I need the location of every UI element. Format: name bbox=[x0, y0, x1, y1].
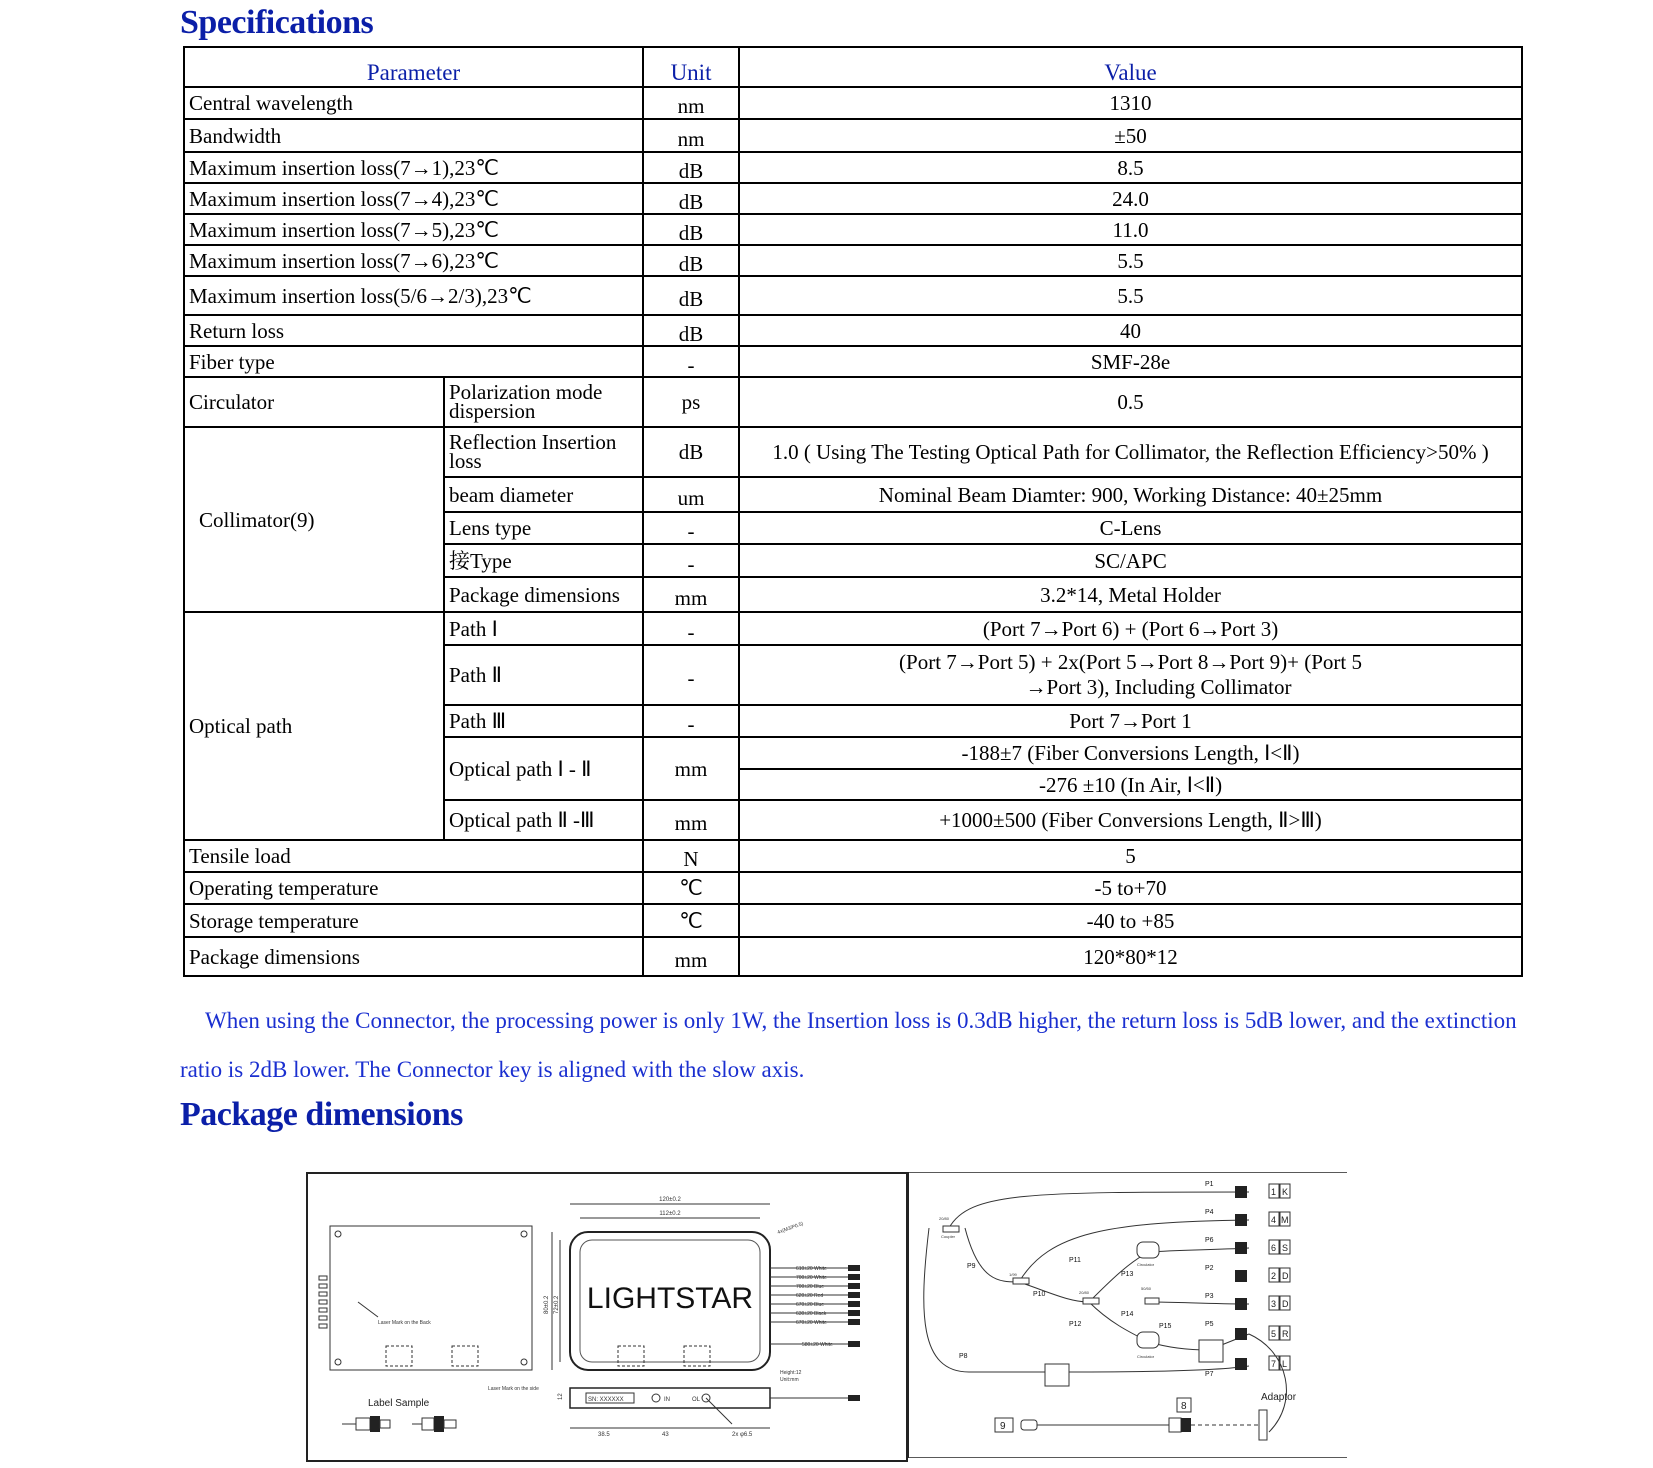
unit-cell: ℃ bbox=[643, 872, 739, 904]
group-optical-path: Optical path bbox=[184, 612, 444, 840]
node-label: P12 bbox=[1069, 1321, 1082, 1328]
param-cell: Operating temperature bbox=[184, 872, 643, 904]
unit-cell: - bbox=[643, 544, 739, 577]
sub-param-cell: Path Ⅲ bbox=[444, 705, 643, 737]
node-label: P10 bbox=[1033, 1291, 1046, 1298]
port-code: 2 bbox=[1271, 1271, 1277, 1281]
param-cell: Maximum insertion loss(7→5),23℃ bbox=[184, 214, 643, 245]
value-cell: 24.0 bbox=[739, 183, 1522, 214]
unit-cell: dB bbox=[643, 152, 739, 183]
table-row bbox=[184, 214, 1522, 245]
value-cell: +1000±500 (Fiber Conversions Length, Ⅱ>Ⅲ) bbox=[739, 800, 1522, 840]
value-cell: -188±7 (Fiber Conversions Length, Ⅰ<Ⅱ) bbox=[739, 737, 1522, 769]
port-code: 5 bbox=[1271, 1329, 1277, 1339]
sub-param-cell: Optical path Ⅰ - Ⅱ bbox=[444, 737, 643, 800]
unit-cell: mm bbox=[643, 737, 739, 800]
value-cell: 5.5 bbox=[739, 245, 1522, 276]
port-code: D bbox=[1282, 1299, 1289, 1309]
value-cell: 0.5 bbox=[739, 377, 1522, 427]
package-drawing-left bbox=[306, 1172, 908, 1462]
table-row bbox=[184, 427, 1522, 477]
package-dimensions-heading: Package dimensions bbox=[180, 1096, 463, 1133]
unit-cell: dB bbox=[643, 427, 739, 477]
port-code: 3 bbox=[1271, 1299, 1277, 1309]
fiber-label: 630±20 Black bbox=[796, 1311, 827, 1317]
value-line: (Port 7→Port 5) + 2x(Port 5→Port 8→Port 9)+ (Port 5 bbox=[899, 650, 1362, 674]
sub-param-cell: 接Type bbox=[444, 544, 643, 577]
unit-cell: ℃ bbox=[643, 904, 739, 937]
unit-cell: nm bbox=[643, 87, 739, 119]
fiber-label: 610±20 White bbox=[796, 1266, 827, 1272]
brand-logo-text: LIGHTSTAR bbox=[586, 1282, 754, 1315]
screw-label: 4x(M3/P0.5) bbox=[776, 1220, 805, 1236]
fiber-label: 580±20 White bbox=[802, 1342, 833, 1348]
package-outline-drawing bbox=[308, 1174, 906, 1460]
side-ol-label: OL bbox=[692, 1397, 701, 1403]
group-collimator: Collimator(9) bbox=[184, 427, 444, 612]
unit-cell: um bbox=[643, 477, 739, 512]
value-cell: (Port 7→Port 6) + (Port 6→Port 3) bbox=[739, 612, 1522, 645]
optical-schematic bbox=[908, 1172, 1347, 1458]
specifications-heading: Specifications bbox=[180, 4, 374, 41]
param-cell: Maximum insertion loss(7→6),23℃ bbox=[184, 245, 643, 276]
value-cell: 3.2*14, Metal Holder bbox=[739, 577, 1522, 612]
coupler-ratio-label: 20/80 bbox=[1079, 1290, 1090, 1295]
value-cell: Nominal Beam Diamter: 900, Working Distance: 40±25mm bbox=[739, 477, 1522, 512]
unit-cell: - bbox=[643, 705, 739, 737]
connector-icon bbox=[342, 1416, 390, 1432]
circulator-label: Circulator bbox=[1137, 1354, 1155, 1359]
unit-cell: ps bbox=[643, 377, 739, 427]
node-label: P11 bbox=[1069, 1257, 1081, 1264]
port-code: M bbox=[1281, 1215, 1289, 1225]
value-cell: 5 bbox=[739, 840, 1522, 872]
port-code: D bbox=[1282, 1271, 1289, 1281]
sub-param-cell: Reflection Insertion loss bbox=[444, 427, 643, 477]
table-header-row bbox=[184, 47, 1522, 87]
height-dimension: 80±0.2 bbox=[544, 1295, 550, 1314]
specifications-table bbox=[183, 46, 1523, 977]
value-cell: 5.5 bbox=[739, 276, 1522, 315]
value-cell: SMF-28e bbox=[739, 346, 1522, 377]
unit-cell: N bbox=[643, 840, 739, 872]
table-row bbox=[184, 937, 1522, 976]
value-cell: ±50 bbox=[739, 119, 1522, 152]
port-label: P4 bbox=[1205, 1209, 1214, 1216]
coupler-ratio-label: 20/80 bbox=[939, 1216, 950, 1221]
table-row bbox=[184, 904, 1522, 937]
unit-cell: - bbox=[643, 512, 739, 544]
port-label: P6 bbox=[1205, 1237, 1214, 1244]
sub-param-cell: beam diameter bbox=[444, 477, 643, 512]
sub-param-cell: Lens type bbox=[444, 512, 643, 544]
table-row bbox=[184, 245, 1522, 276]
table-row bbox=[184, 183, 1522, 214]
param-cell: Maximum insertion loss(7→4),23℃ bbox=[184, 183, 643, 214]
fiber-label: 700±20 Blue bbox=[796, 1284, 825, 1290]
port-code: R bbox=[1282, 1329, 1289, 1339]
value-cell: 1.0 ( Using The Testing Optical Path for Collimator, the Reflection Efficiency>50% ) bbox=[739, 427, 1522, 477]
fiber-label: 700±20 White bbox=[796, 1275, 827, 1281]
param-cell: Package dimensions bbox=[184, 937, 643, 976]
unit-cell: dB bbox=[643, 183, 739, 214]
label-sample-caption: Label Sample bbox=[368, 1398, 430, 1409]
node-label: P15 bbox=[1159, 1323, 1172, 1330]
coupler-ratio-label: 1/99 bbox=[1009, 1272, 1017, 1277]
port-label: P3 bbox=[1205, 1293, 1214, 1300]
value-cell bbox=[739, 645, 1522, 705]
table-row bbox=[184, 87, 1522, 119]
table-row bbox=[184, 377, 1522, 427]
unit-note: Unit:mm bbox=[780, 1377, 799, 1383]
side-in-label: IN bbox=[664, 1397, 670, 1403]
unit-cell: dB bbox=[643, 276, 739, 315]
unit-cell: nm bbox=[643, 119, 739, 152]
table-row bbox=[184, 346, 1522, 377]
laser-mark-side-label: Laser Mark on the side bbox=[488, 1386, 539, 1392]
value-cell: 11.0 bbox=[739, 214, 1522, 245]
param-cell: Maximum insertion loss(5/6→2/3),23℃ bbox=[184, 276, 643, 315]
sub-param-cell: Package dimensions bbox=[444, 577, 643, 612]
connector-icon bbox=[412, 1416, 456, 1432]
sub-param-cell: Polarization mode dispersion bbox=[444, 377, 643, 427]
port-label: P7 bbox=[1205, 1371, 1214, 1378]
value-cell: SC/APC bbox=[739, 544, 1522, 577]
value-cell: 40 bbox=[739, 315, 1522, 346]
box-8-label: 8 bbox=[1181, 1401, 1187, 1412]
header-parameter: Parameter bbox=[184, 47, 643, 87]
value-cell: 8.5 bbox=[739, 152, 1522, 183]
sub-param-cell: Optical path Ⅱ -Ⅲ bbox=[444, 800, 643, 840]
adaptor-label: Adaptor bbox=[1261, 1392, 1297, 1403]
unit-cell: dB bbox=[643, 245, 739, 276]
inner-width-dimension: 112±0.2 bbox=[659, 1211, 681, 1217]
optical-path-diagram bbox=[909, 1172, 1347, 1458]
table-row bbox=[184, 612, 1522, 645]
port-label: P5 bbox=[1205, 1321, 1214, 1328]
coupler-label: Coupler bbox=[941, 1234, 956, 1239]
table-row bbox=[184, 315, 1522, 346]
side-thickness: 12 bbox=[558, 1393, 564, 1400]
node-label: P9 bbox=[967, 1263, 976, 1270]
fiber-label: 670±20 Blue bbox=[796, 1302, 825, 1308]
width-dimension: 120±0.2 bbox=[659, 1197, 681, 1203]
port-label: P2 bbox=[1205, 1265, 1214, 1272]
sub-param-cell: Path Ⅰ bbox=[444, 612, 643, 645]
fiber-label: 670±20 White bbox=[796, 1320, 827, 1326]
table-row bbox=[184, 872, 1522, 904]
fiber-label: 620±20 Red bbox=[796, 1293, 824, 1299]
port-code: 7 bbox=[1271, 1359, 1277, 1369]
value-line: →Port 3), Including Collimator bbox=[1025, 675, 1292, 699]
port-code: 6 bbox=[1271, 1243, 1277, 1253]
dimension-38: 38.5 bbox=[598, 1432, 610, 1438]
value-cell: Port 7→Port 1 bbox=[739, 705, 1522, 737]
height-note: Height:12 bbox=[780, 1370, 802, 1376]
unit-cell: mm bbox=[643, 577, 739, 612]
dimension-43: 43 bbox=[662, 1432, 669, 1438]
unit-cell: mm bbox=[643, 937, 739, 976]
unit-cell: mm bbox=[643, 800, 739, 840]
value-cell: 120*80*12 bbox=[739, 937, 1522, 976]
coupler-ratio-label: 50/50 bbox=[1141, 1286, 1152, 1291]
param-cell: Tensile load bbox=[184, 840, 643, 872]
port-label: P1 bbox=[1205, 1181, 1214, 1188]
node-label: P14 bbox=[1121, 1311, 1134, 1318]
value-cell: -276 ±10 (In Air, Ⅰ<Ⅱ) bbox=[739, 769, 1522, 800]
param-cell: Fiber type bbox=[184, 346, 643, 377]
unit-cell: - bbox=[643, 612, 739, 645]
box-9-label: 9 bbox=[1000, 1421, 1006, 1432]
connector-note: When using the Connector, the processing power is only 1W, the Insertion loss is 0.3dB higher, the return loss is 5dB lower, and the extinction ratio is 2dB lower. The Connector key is aligned with the slow axis. bbox=[180, 1008, 1517, 1082]
group-circulator: Circulator bbox=[184, 377, 444, 427]
laser-mark-back-label: Laser Mark on the Back bbox=[378, 1320, 431, 1326]
value-cell: C-Lens bbox=[739, 512, 1522, 544]
port-code: 1 bbox=[1271, 1187, 1277, 1197]
table-row bbox=[184, 276, 1522, 315]
table-row bbox=[184, 152, 1522, 183]
param-cell: Storage temperature bbox=[184, 904, 643, 937]
param-cell: Maximum insertion loss(7→1),23℃ bbox=[184, 152, 643, 183]
port-code: S bbox=[1282, 1243, 1289, 1253]
param-cell: Bandwidth bbox=[184, 119, 643, 152]
sub-param-cell: Path Ⅱ bbox=[444, 645, 643, 705]
value-cell: -5 to+70 bbox=[739, 872, 1522, 904]
port-code: L bbox=[1282, 1359, 1288, 1369]
back-plate-outline bbox=[330, 1226, 532, 1370]
param-cell: Return loss bbox=[184, 315, 643, 346]
unit-cell: dB bbox=[643, 214, 739, 245]
port-code: K bbox=[1282, 1187, 1289, 1197]
node-label: P13 bbox=[1121, 1271, 1134, 1278]
unit-cell: - bbox=[643, 645, 739, 705]
inner-height-dimension: 72±0.2 bbox=[554, 1295, 560, 1314]
header-unit: Unit bbox=[643, 47, 739, 87]
port-code: 4 bbox=[1271, 1215, 1277, 1225]
serial-number-label: SN: XXXXXX bbox=[588, 1397, 624, 1403]
node-label: P8 bbox=[959, 1353, 968, 1360]
circulator-label: Circulator bbox=[1137, 1262, 1155, 1267]
hole-dimension: 2x φ6.5 bbox=[732, 1432, 753, 1438]
value-cell: -40 to +85 bbox=[739, 904, 1522, 937]
header-value: Value bbox=[739, 47, 1522, 87]
param-cell: Central wavelength bbox=[184, 87, 643, 119]
unit-cell: - bbox=[643, 346, 739, 377]
table-row bbox=[184, 840, 1522, 872]
unit-cell: dB bbox=[643, 315, 739, 346]
table-row bbox=[184, 119, 1522, 152]
value-cell: 1310 bbox=[739, 87, 1522, 119]
